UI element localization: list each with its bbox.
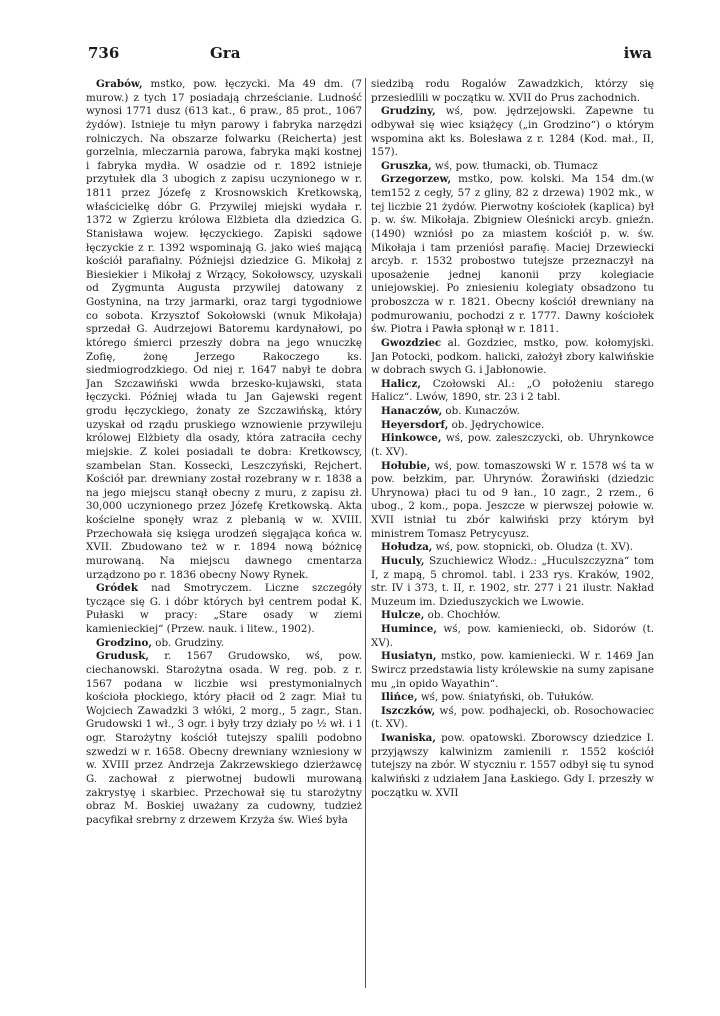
- entry-text: nad Smotryczem. Liczne szczegóły tyczące się G. i dóbr których był centrem podał K. Pułaski w pracy: „Stare osady w ziemi kamienieckiej“ (Przew. nauk. i litew., 1902).: [86, 582, 362, 635]
- left-column: [86, 78, 362, 990]
- dictionary-entry: [371, 732, 654, 800]
- entry-text: wś, pow. śniatyński, ob. Tułuków.: [417, 691, 594, 704]
- entry-headword: Humince,: [381, 623, 437, 635]
- entry-headword: Gwozdziec: [381, 336, 442, 349]
- dictionary-entry: [371, 705, 654, 732]
- entry-headword: Gruszka,: [381, 159, 432, 172]
- entry-headword: Ilińce,: [381, 691, 418, 704]
- dictionary-entry: [371, 378, 654, 405]
- entry-headword: Iszczków,: [381, 704, 436, 717]
- entry-text: Czołowski Al.: „O położeniu starego Halicz“. Lwów, 1890, str. 23 i 2 tabl.: [371, 377, 654, 404]
- entry-text: wś, pow. tłumacki, ob. Tłumacz: [431, 159, 598, 172]
- entry-text: wś, pow. kamieniecki, ob. Sidorów (t. XV).: [371, 623, 654, 649]
- dictionary-entry: [371, 337, 654, 378]
- dictionary-entry: [371, 691, 654, 705]
- entry-text: wś, pow. jędrzejowski. Zapewne tu odbywał się wiec książęcy („in Grodzino“) o którym wspomina akt ks. Bolesława z r. 1284 (Kod. mał., II, 157).: [371, 105, 654, 159]
- entry-headword: Grudusk,: [96, 650, 149, 663]
- entry-text: mstko, pow. łęczycki. Ma 49 dm. (7 murow.) z tych 17 posiadają chrześcianie. Ludność wynosi 1771 dusz (613 kat., 6 praw., 85 prot., 1067 żydów). Istnieje tu młyn parowy i fabryka narzędzi rolniczych. Na obszarze folwarku (Reicherta) jest gorzelnia, mleczarnia parowa, fabryka mąki kostnej i fabryka mydła. W osadzie od r. 1892 istnieje przytułek dla 3 ubogich z zapisu uczynionego w r. 1811 przez Józefę z Krosnowskich Kretkowską, właścicielkę dóbr G. Przywilej miejski wydała r. 1372 w Zgierzu królowa Elżbieta dla dziedzica G. Stanisława wojew. łęczyckiego. Zapiski sądowe łęczyckie z r. 1392 wspominają G. jako wieś mającą kościół parafialny. Późniejsi dziedzice G. Mikołaj z Biesiekier i Mikołaj z Wrzący, Sokołowscy, uzyskali od Zygmunta Augusta przywilej datowany z Gostynina, na trzy jarmarki, oraz targi tygodniowe co sobota. Krzysztof Sokołowski (wnuk Mikołaja) sprzedał G. Audrzejowi Batoremu kardynałowi, po którego śmierci przeszły dobra na jego wnuczkę Zofię, żonę Jerzego Rakoczego ks. siedmiogrodzkiego. Od niej r. 1647 nabył te dobra Jan Szczawiński wwda brzesko-kujawski, stata łęczycki. Później włada tu Jan Gajewski regent grodu łęczyckiego, żonaty ze Szczawińską, który uzyskał od rządu pruskiego wznowienie przywileju królowej Elżbiety dla osady, która zatraciła cechy miejskie. Z kolei posiadali te dobra: Kretkowscy, szambelan Stan. Kossecki, Leszczyński, Rejchert. Kościół par. drewniany został rozebrany w r. 1838 a na jego miejscu stanął obecny z muru, z zapisu zł. 30,000 uczynionego przez Józefę Kretkowską. Akta kościelne sponęły wraz z plebanią w w. XVIII. Przechowała się księga urodzeń sięgająca końca w. XVII. Zbudowano też w r. 1894 nową bóżnicę murowaną. Na miejscu dawnego cmentarza urządzono po r. 1836 obecny Nowy Rynek.: [86, 78, 362, 581]
- entry-text: r. 1567 Grudowsko, wś, pow. ciechanowski. Starożytna osada. W reg. pob. z r. 1567 podana w liczbie wsi prestymonialnych kościoła płockiego, który płacił od 2 zagr. Miał tu Wojciech Zawadzki 3 włóki, 2 morg., 5 zagr., Stan. Grudowski 1 wł., 3 ogr. i były trzy działy po ½ wł. i 1 ogr. Starożytny kościół tutejszy spalili podobno szwedzi w r. 1658. Obecny drewniany wzniesiony w w. XVIII przez Andrzeja Zakrzewskiego dzierżawcę G. zachował z pierwotnej budowli murowaną zakrystyę i skarbiec. Przechował się tu starożytny obraz M. Boskiej uważany za cudowny, tudzież pacyfikał srebrny z drzewem Krzyża św. Wieś była: [86, 650, 362, 826]
- dictionary-entry: [86, 78, 362, 582]
- dictionary-entry: [371, 432, 654, 459]
- entry-text: ob. Jędrychowice.: [448, 418, 545, 431]
- dictionary-entry: [86, 650, 362, 827]
- dictionary-entry: [371, 160, 654, 174]
- entry-text: mstko, pow. kolski. Ma 154 dm.(w tem152 z cegły, 57 z gliny, 82 z drzewa) 1902 mk., w tej liczbie 21 żydów. Pierwotny kościołek (kaplica) był p. w. św. Mikołaja. Zbigniew Oleśnicki arcyb. gnieźn. (1490) wzniósł po za miastem kościół p. w. św. Mikołaja i tam przeniósł parafię. Maciej Drzewiecki arcyb. r. 1532 probostwo tutejsze przeznaczył na uposażenie jednej kanonii przy kolegiacie uniejowskiej. Po zniesieniu kolegiaty obsadzono tu proboszcza w r. 1821. Obecny kościół drewniany na podmurowaniu, pochodzi z r. 1777. Dawny kościołek św. Piotra i Pawła spłonął w r. 1811.: [371, 173, 654, 336]
- entry-text: ob. Grudziny.: [151, 636, 225, 649]
- page-number: 736: [88, 44, 120, 62]
- entry-text: wś, pow. zaleszczycki, ob. Uhrynkowce (t. XV).: [371, 432, 654, 458]
- entry-headword: Hołudza,: [381, 541, 433, 554]
- entry-text: wś, pow. podhajecki, ob. Rosochowaciec (t. XV).: [371, 704, 654, 731]
- entry-text: wś, pow. stopnicki, ob. Oludza (t. XV).: [432, 541, 634, 554]
- entry-headword: Gródek: [96, 582, 138, 595]
- dictionary-entry: [371, 405, 654, 419]
- entry-text: ob. Kunaczów.: [442, 405, 520, 417]
- entry-headword: Husiatyn,: [381, 650, 437, 663]
- dictionary-entry: [371, 78, 654, 105]
- dictionary-entry: [371, 173, 654, 337]
- dictionary-entry: [371, 650, 654, 691]
- entry-headword: Iwaniska,: [381, 732, 436, 744]
- entry-headword: Grzegorzew,: [381, 173, 452, 186]
- page-header: [88, 44, 680, 66]
- dictionary-entry: [371, 623, 654, 650]
- dictionary-entry: [371, 541, 654, 555]
- entry-text: pow. opatowski. Zborowscy dziedzice I. przyjąwszy kalwinizm zamienili r. 1552 kościół tutejszy na zbór. W styczniu r. 1557 odbył się tu synod kalwiński z udziałem Jana Łaskiego. Gdy I. przeszły w początku w. XVII: [371, 732, 654, 799]
- dictionary-entry: [86, 637, 362, 651]
- right-column: [371, 78, 654, 990]
- entry-headword: Hinkowce,: [381, 432, 442, 445]
- entry-text: Szuchiewicz Włodz.: „Huculszczyzna“ tom I, z mapą, 5 chromol. tabl. i 233 rys. Kraków, 1902, str. IV i 373, t. II, r. 1902, str. 277 i 21 ilustr. Nakład Muzeum im. Dzieduszyckich we Lwowie.: [371, 554, 654, 608]
- entry-headword: Halicz,: [381, 377, 421, 390]
- entry-text: mstko, pow. kamieniecki. W r. 1469 Jan Swircz przedstawia listy królewskie na sumy zapisane mu „in opido Wayathin“.: [371, 650, 654, 690]
- left-guide-word: Gra: [210, 44, 241, 62]
- entry-headword: Grodzino,: [96, 636, 152, 649]
- entry-headword: Huculy,: [381, 554, 425, 567]
- entry-text: wś, pow. tomaszowski W r. 1578 wś ta w pow. bełzkim, par. Uhrynów. Żorawiński (dziedzic Uhrynowa) płaci tu od 9 łan., 10 zagr., 2 rzem., 6 ubog., 2 kom., popa. Jeszcze w pierwszej połowie w. XVII istniał tu zbór kalwiński przy którym był ministrem Tomasz Petrycyusz.: [371, 459, 654, 540]
- right-guide-word: iwa: [623, 44, 652, 62]
- entry-headword: Hołubie,: [381, 459, 431, 472]
- entry-headword: Hanaczów,: [381, 405, 443, 417]
- column-divider: [365, 78, 366, 988]
- entry-headword: Hulcze,: [381, 609, 425, 622]
- dictionary-entry: [86, 582, 362, 637]
- dictionary-entry: [371, 419, 654, 433]
- dictionary-entry: [371, 609, 654, 623]
- entry-headword: Grabów,: [96, 78, 143, 90]
- entry-text: siedzibą rodu Rogalów Zawadzkich, którzy się przesiedlili w początku w. XVII do Prus zachodnich.: [371, 78, 654, 104]
- dictionary-entry: [371, 105, 654, 160]
- entry-headword: Heyersdorf,: [381, 418, 449, 431]
- entry-headword: Grudziny,: [381, 105, 436, 118]
- entry-text: al. Gozdziec, mstko, pow. kołomyjski. Jan Potocki, podkom. halicki, założył zbory kalwińskie w dobrach swych G. i Jabłonowie.: [371, 336, 654, 377]
- dictionary-entry: [371, 460, 654, 542]
- dictionary-entry: [371, 555, 654, 610]
- entry-text: ob. Chochłów.: [424, 609, 501, 622]
